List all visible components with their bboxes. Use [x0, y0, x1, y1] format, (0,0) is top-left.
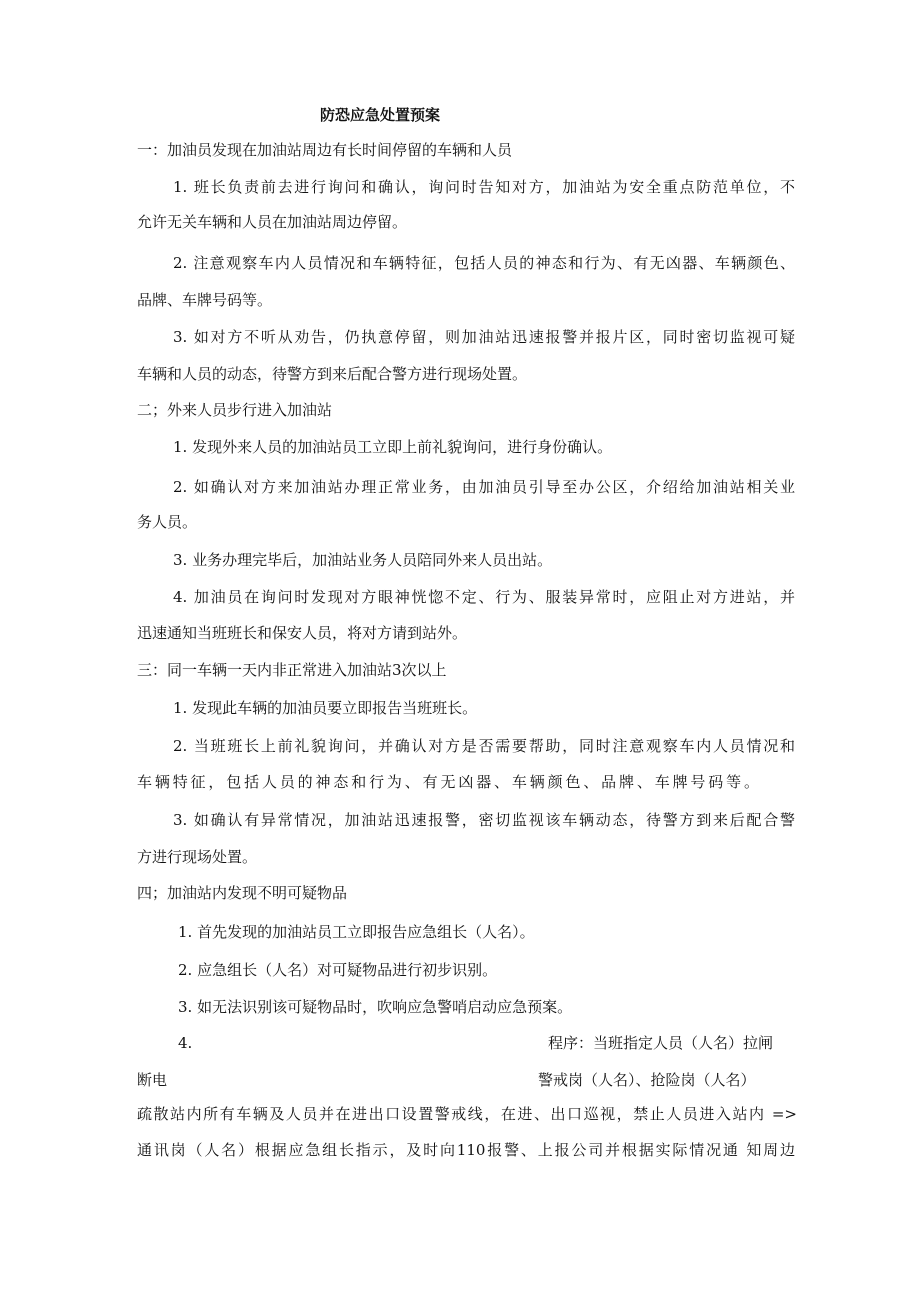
paragraph-line: 车辆和人员的动态，待警方到来后配合警方进行现场处置。 [137, 365, 528, 383]
paragraph-line: 2. 当班班长上前礼貌询问，并确认对方是否需要帮助，同时注意观察车内人员情况和 [173, 737, 795, 755]
paragraph-line: 务人员。 [137, 513, 198, 531]
paragraph-line: 品牌、车牌号码等。 [137, 291, 273, 309]
paragraph-line: 1. 首先发现的加油站员工立即报告应急组长（人名）。 [178, 923, 535, 941]
paragraph-line: 方进行现场处置。 [137, 848, 258, 866]
paragraph-line: 迅速通知当班班长和保安人员，将对方请到站外。 [137, 624, 468, 642]
paragraph-line: 断电 [137, 1071, 168, 1089]
paragraph-line: 3. 如确认有异常情况，加油站迅速报警，密切监视该车辆动态，待警方到来后配合警 [173, 811, 795, 829]
paragraph-line: 1. 班长负责前去进行询问和确认，询问时告知对方，加油站为安全重点防范单位，不 [173, 178, 795, 196]
paragraph-line: 1. 发现此车辆的加油员要立即报告当班班长。 [173, 699, 478, 717]
paragraph-line: 2. 应急组长（人名）对可疑物品进行初步识别。 [178, 961, 498, 979]
section-heading: 二；外来人员步行进入加油站 [137, 401, 333, 419]
section-heading: 三：同一车辆一天内非正常进入加油站3次以上 [137, 661, 447, 679]
section-heading: 一：加油员发现在加油站周边有长时间停留的车辆和人员 [137, 141, 513, 159]
paragraph-line: 程序：当班指定人员（人名）拉闸 [548, 1034, 774, 1052]
paragraph-line: 允许无关车辆和人员在加油站周边停留。 [137, 213, 408, 231]
paragraph-line: 2. 注意观察车内人员情况和车辆特征，包括人员的神态和行为、有无凶器、车辆颜色、 [173, 254, 795, 272]
paragraph-line: 3. 如对方不听从劝告，仍执意停留，则加油站迅速报警并报片区，同时密切监视可疑 [173, 328, 795, 346]
paragraph-line: 警戒岗（人名）、抢险岗（人名） [538, 1071, 756, 1089]
paragraph-line: 2. 如确认对方来加油站办理正常业务，由加油员引导至办公区，介绍给加油站相关业 [173, 478, 795, 496]
paragraph-line: 3. 如无法识别该可疑物品时，吹响应急警哨启动应急预案。 [178, 998, 573, 1016]
paragraph-line: 4. [178, 1034, 193, 1052]
paragraph-line: 通讯岗（人名）根据应急组长指示，及时向110报警、上报公司并根据实际情况通 知周边 [137, 1141, 795, 1159]
section-heading: 四；加油站内发现不明可疑物品 [137, 884, 348, 902]
paragraph-line: 3. 业务办理完毕后，加油站业务人员陪同外来人员出站。 [173, 551, 553, 569]
paragraph-line: 疏散站内所有车辆及人员并在进出口设置警戒线，在进、出口巡视，禁止人员进入站内 => [137, 1105, 797, 1123]
paragraph-line: 1. 发现外来人员的加油站员工立即上前礼貌询问，进行身份确认。 [173, 438, 613, 456]
document-title: 防恐应急处置预案 [320, 106, 441, 124]
paragraph-line: 车辆特征，包括人员的神态和行为、有无凶器、车辆颜色、品牌、车牌号码等。 [137, 773, 759, 791]
paragraph-line: 4. 加油员在询问时发现对方眼神恍惚不定、行为、服装异常时，应阻止对方进站，并 [173, 588, 795, 606]
